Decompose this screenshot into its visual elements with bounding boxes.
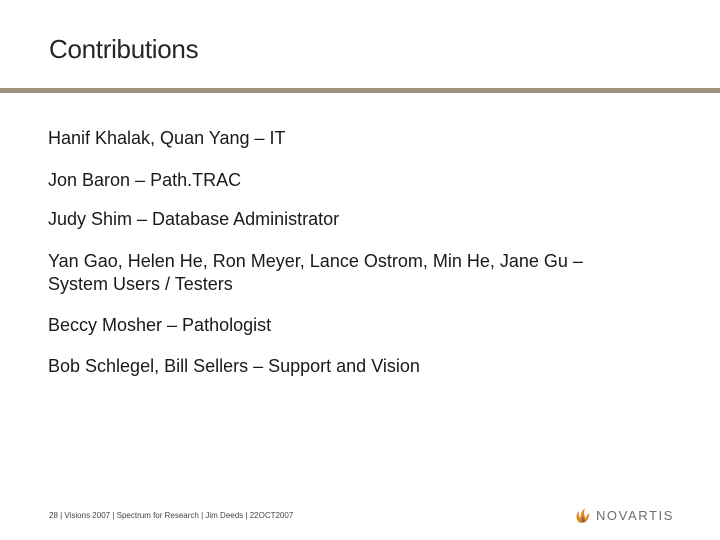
contributor-line-testers: Yan Gao, Helen He, Ron Meyer, Lance Ostrom, Min He, Jane Gu – bbox=[48, 251, 583, 271]
novartis-flame-icon bbox=[574, 504, 591, 526]
contributor-line-pathologist: Beccy Mosher – Pathologist bbox=[48, 315, 272, 335]
title-divider bbox=[0, 88, 720, 93]
novartis-logo bbox=[574, 503, 674, 527]
contributor-line-support: Bob Schlegel, Bill Sellers – Support and Vision bbox=[48, 356, 420, 376]
footer-text: 28 | Visions 2007 | Spectrum for Research | Jim Deeds | 22OCT2007 bbox=[49, 511, 294, 520]
contributor-line-testers-cont: System Users / Testers bbox=[48, 274, 233, 294]
contributor-line-it: Hanif Khalak, Quan Yang – IT bbox=[48, 128, 286, 148]
slide-title: Contributions bbox=[49, 34, 199, 64]
novartis-logo-text: NOVARTIS bbox=[595, 507, 674, 523]
contributor-line-pathtrac: Jon Baron – Path.TRAC bbox=[48, 170, 242, 190]
contributor-line-dba: Judy Shim – Database Administrator bbox=[48, 209, 340, 229]
